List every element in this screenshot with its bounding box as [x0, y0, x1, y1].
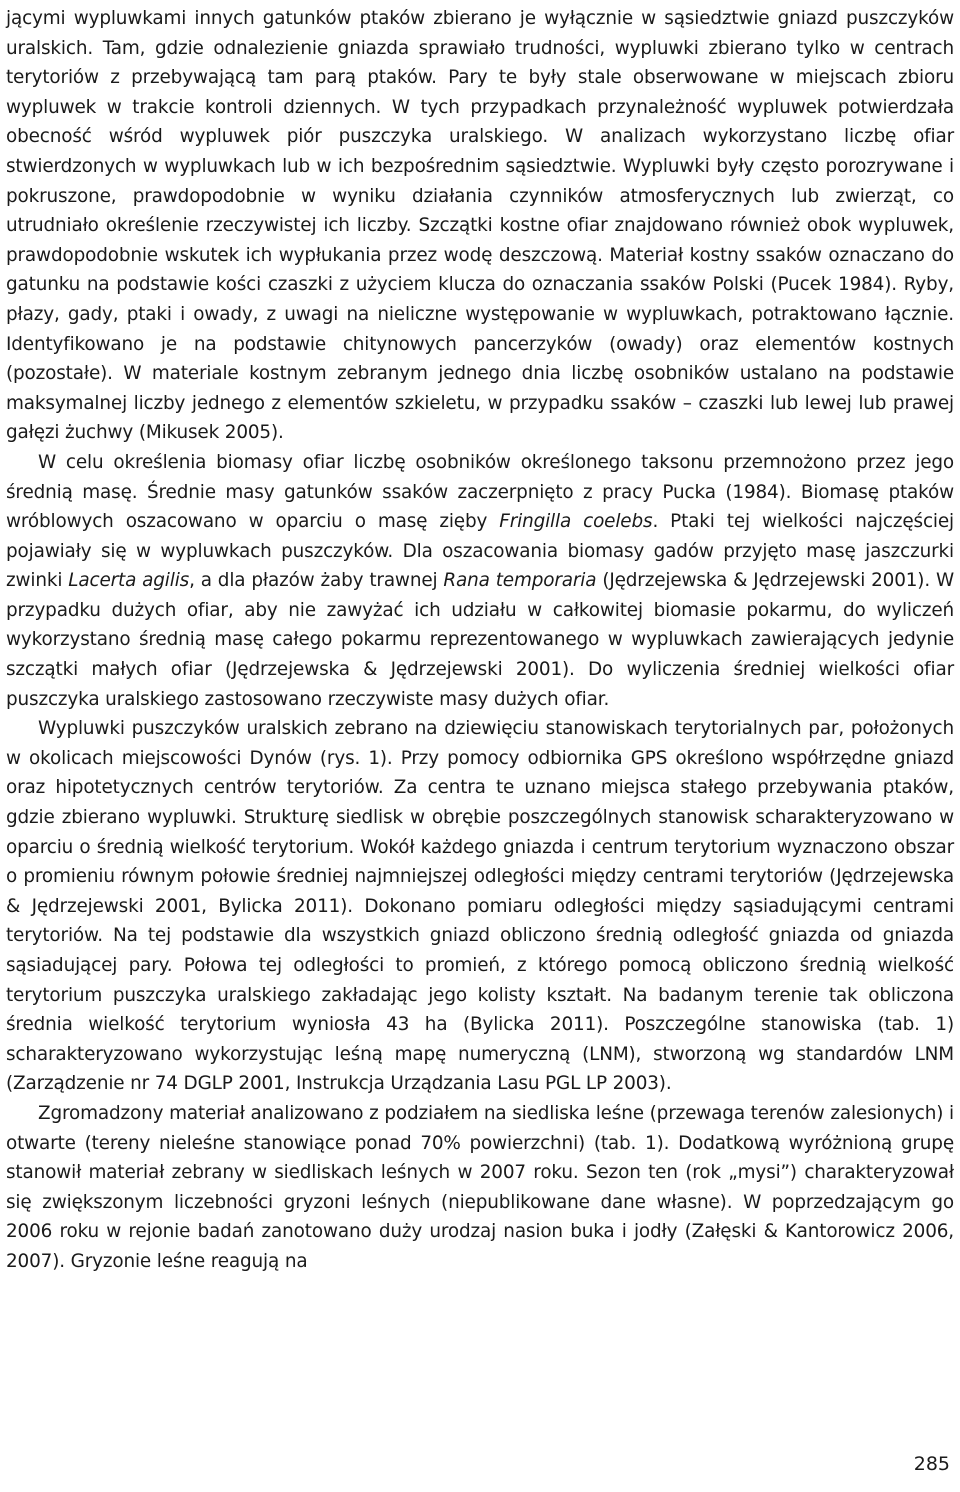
text-run: W celu określenia biomasy ofiar liczbę osobników określonego taksonu przemnożono przez jego średnią masę. Średnie masy gatunków ssaków zaczerpnięto z pracy Pucka (1984). Biomasę ptaków wróblowych oszacowano w oparciu o masę zięby	[6, 451, 954, 533]
text-run: , a dla płazów żaby trawnej	[189, 570, 444, 592]
text-run: (Jędrzejewska & Jędrzejewski 2001). W przypadku dużych ofiar, aby nie zawyżać ich udziału w całkowitej biomasie pokarmu, do wyliczeń wykorzystano średnią masę całego pokarmu reprezentowanego w wypluwkach zawierających jedynie szczątki małych ofiar (Jędrzejewska & Jędrzejewski 2001). Do wyliczenia średniej wielkości ofiar puszczyka uralskiego zastosowano rzeczywiste masy dużych ofiar.	[6, 570, 954, 710]
paragraph	[6, 4, 954, 448]
text-run: jącymi wypluwkami innych gatunków ptaków zbierano je wyłącznie w sąsiedztwie gniazd puszczyków uralskich. Tam, gdzie odnalezienie gniazda sprawiało trudności, wypluwki zbierano tylko w centrach terytoriów z przebywającą tam parą ptaków. Pary te były stale obserwowane w miejscach zbioru wypluwek w trakcie kontroli dziennych. W tych przypadkach przynależność wypluwek potwierdzała obecność wśród wypluwek piór puszczyka uralskiego. W analizach wykorzystano liczbę ofiar stwierdzonych w wypluwkach lub w ich bezpośrednim sąsiedztwie. Wypluwki były często porozrywane i pokruszone, prawdopodobnie w wyniku działania czynników atmosferycznych lub zwierząt, co utrudniało określenie rzeczywistej ich liczby. Szczątki kostne ofiar znajdowano również obok wypluwek, prawdopodobnie wskutek ich wypłukania przez wodę deszczową. Materiał kostny ssaków oznaczano do gatunku na podstawie kości czaszki z użyciem klucza do oznaczania ssaków Polski (Pucek 1984). Ryby, płazy, gady, ptaki i owady, z uwagi na nieliczne występowanie w wypluwkach, potraktowano łącznie. Identyfikowano je na podstawie chitynowych pancerzyków (owady) oraz elementów kostnych (pozostałe). W materiale kostnym zebranym jednego dnia liczbę osobników ustalano na podstawie maksymalnej liczby jednego z elementów szkieletu, w przypadku ssaków – czaszki lub lewej lub prawej gałęzi żuchwy (Mikusek 2005).	[6, 8, 954, 444]
text-run: . Ptaki tej wielkości najczęściej pojawiały się w wypluwkach puszczyków. Dla oszacowania biomasy gadów przyjęto masę jaszczurki zwinki	[6, 511, 954, 592]
text-run: Wypluwki puszczyków uralskich zebrano na dziewięciu stanowiskach terytorialnych par, położonych w okolicach miejscowości Dynów (rys. 1). Przy pomocy odbiornika GPS określono współrzędne gniazd oraz hipotetycznych centrów terytoriów. Za centra te uznano miejsca stałego przebywania ptaków, gdzie zbierano wypluwki. Strukturę siedlisk w obrębie poszczególnych stanowisk scharakteryzowano w oparciu o średnią wielkość terytorium. Wokół każdego gniazda i centrum terytorium wyznaczono obszar o promieniu równym połowie średniej najmniejszej odległości między centrami terytoriów (Jędrzejewska & Jędrzejewski 2001, Bylicka 2011). Dokonano pomiaru odległości między sąsiadującymi centrami terytoriów. Na tej podstawie dla wszystkich gniazd obliczono średnią odległość gniazda od gniazda sąsiadującej pary. Połowa tej odległości to promień, z którego pomocą obliczono średnią wielkość terytorium puszczyka uralskiego zakładając jego kolisty kształt. Na badanym terenie tak obliczona średnia wielkość terytorium wyniosła 43 ha (Bylicka 2011). Poszczególne stanowiska (tab. 1) scharakteryzowano wykorzystując leśną mapę numeryczną (LNM), stworzoną wg standardów LNM (Zarządzenie nr 74 DGLP 2001, Instrukcja Urządzania Lasu PGL LP 2003).	[6, 718, 954, 1095]
paragraph	[6, 1099, 954, 1277]
species-name: Lacerta agilis	[68, 570, 190, 592]
page-number: 285	[913, 1453, 950, 1475]
species-name: Rana temporaria	[443, 570, 597, 592]
paragraph	[6, 714, 954, 1099]
text-run: Zgromadzony materiał analizowano z podziałem na siedliska leśne (przewaga terenów zalesionych) i otwarte (tereny nieleśne stanowiące ponad 70% powierzchni) (tab. 1). Dodatkową wyróżnioną grupę stanowił materiał zebrany w siedliskach leśnych w 2007 roku. Sezon ten (rok „mysi”) charakteryzował się zwiększonym liczebności gryzoni leśnych (niepublikowane dane własne). W poprzedzającym go 2006 roku w rejonie badań zanotowano duży urodzaj nasion buka i jodły (Załęski & Kantorowicz 2006, 2007). Gryzonie leśne reagują na	[6, 1102, 954, 1272]
body-text	[6, 4, 954, 1277]
species-name: Fringilla coelebs	[499, 511, 653, 533]
paragraph	[6, 448, 954, 714]
